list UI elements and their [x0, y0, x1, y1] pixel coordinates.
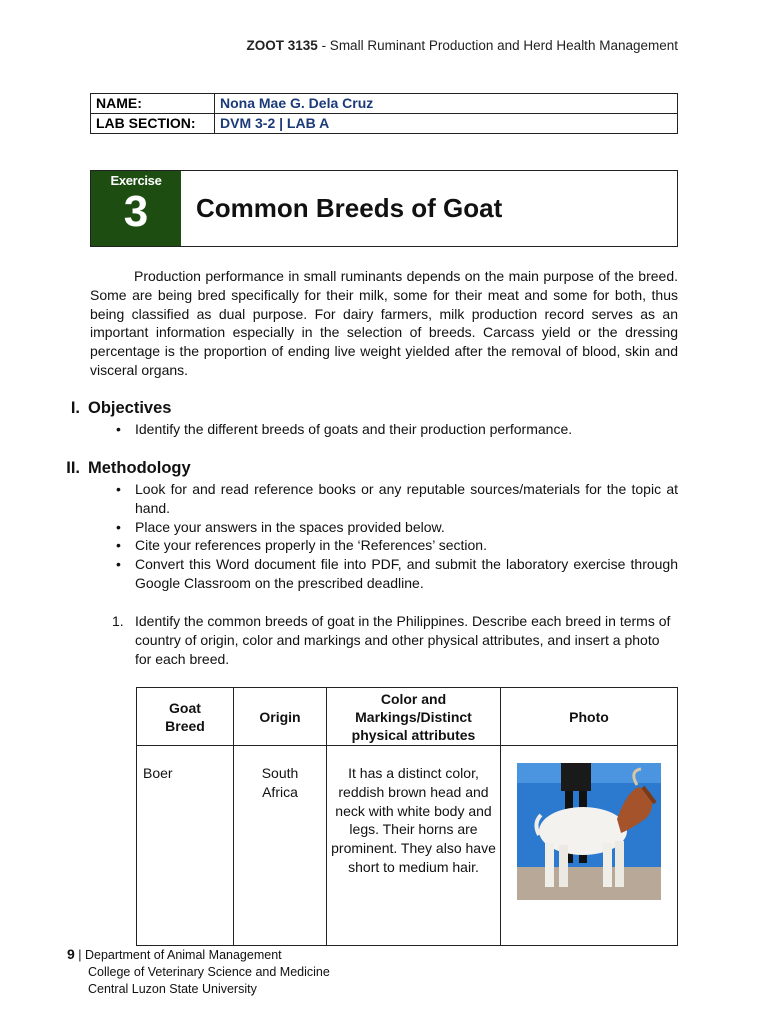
list-item: • Identify the different breeds of goats and their production performance.	[108, 420, 678, 439]
footer-college: College of Veterinary Science and Medicine	[88, 965, 330, 979]
section-label: LAB SECTION:	[91, 114, 215, 134]
page-footer	[67, 946, 330, 998]
table-header-row	[137, 688, 678, 746]
list-item: • Convert this Word document file into PDF, and submit the laboratory exercise through Google Classroom on the prescribed deadline.	[108, 555, 678, 593]
page-number: 9	[67, 946, 75, 962]
header-photo: Photo	[501, 688, 678, 746]
goat-image	[517, 763, 661, 900]
cell-origin: South Africa	[234, 746, 327, 946]
header-goat-breed: Goat Breed	[137, 688, 234, 746]
exercise-title: Common Breeds of Goat	[196, 193, 503, 223]
objectives-heading	[46, 399, 171, 418]
header-origin: Origin	[234, 688, 327, 746]
task-number: 1.	[112, 613, 124, 629]
objectives-list	[108, 420, 678, 439]
methodology-number: II.	[66, 459, 80, 477]
student-info-table	[90, 93, 678, 134]
list-item: • Cite your references properly in the ‘References’ section.	[108, 536, 678, 555]
list-item: • Place your answers in the spaces provided below.	[108, 518, 678, 537]
name-label: NAME:	[91, 94, 215, 114]
cell-breed: Boer	[137, 746, 234, 946]
intro-text: Production performance in small ruminants depends on the main purpose of the breed. Some are being bred specifically for their milk, some for their meat and some for both, thus being classified as dual purpose. For dairy farmers, milk production record serves as an important information especially in the selection of breeds. Carcass yield or the dressing percentage is the proportion of ending live weight yielded after the removal of blood, skin and visceral organs.	[90, 268, 678, 378]
section-row	[91, 114, 678, 134]
breeds-table	[136, 687, 678, 946]
name-row	[91, 94, 678, 114]
intro-paragraph	[90, 267, 678, 380]
task-item	[112, 612, 678, 668]
exercise-number: 3	[123, 187, 149, 236]
cell-photo	[501, 746, 678, 946]
section-value: DVM 3-2 | LAB A	[215, 114, 678, 134]
course-code: ZOOT 3135	[246, 38, 318, 53]
objectives-number: I.	[70, 399, 80, 417]
header-attributes: Color and Markings/Distinct physical attributes	[327, 688, 501, 746]
footer-university: Central Luzon State University	[88, 982, 257, 996]
page-header	[247, 38, 678, 53]
course-title: - Small Ruminant Production and Herd Health Management	[317, 38, 678, 53]
objectives-title: Objectives	[88, 399, 172, 417]
methodology-heading	[46, 459, 191, 478]
table-row	[137, 746, 678, 946]
name-value: Nona Mae G. Dela Cruz	[215, 94, 678, 114]
methodology-title: Methodology	[88, 459, 191, 477]
task-text: Identify the common breeds of goat in the Philippines. Describe each breed in terms of country of origin, color and markings and other physical attributes, and insert a photo for each breed.	[135, 613, 671, 667]
exercise-banner	[90, 170, 678, 247]
list-item: • Look for and read reference books or any reputable sources/materials for the topic at hand.	[108, 480, 678, 518]
exercise-label: Exercise	[110, 173, 162, 188]
cell-description: It has a distinct color, reddish brown head and neck with white body and legs. Their horns are prominent. They also have short to medium hair.	[327, 746, 501, 946]
boer-goat-photo	[517, 763, 661, 900]
exercise-badge	[91, 171, 181, 246]
methodology-list	[108, 480, 678, 593]
footer-dept: | Department of Animal Management	[74, 948, 282, 962]
